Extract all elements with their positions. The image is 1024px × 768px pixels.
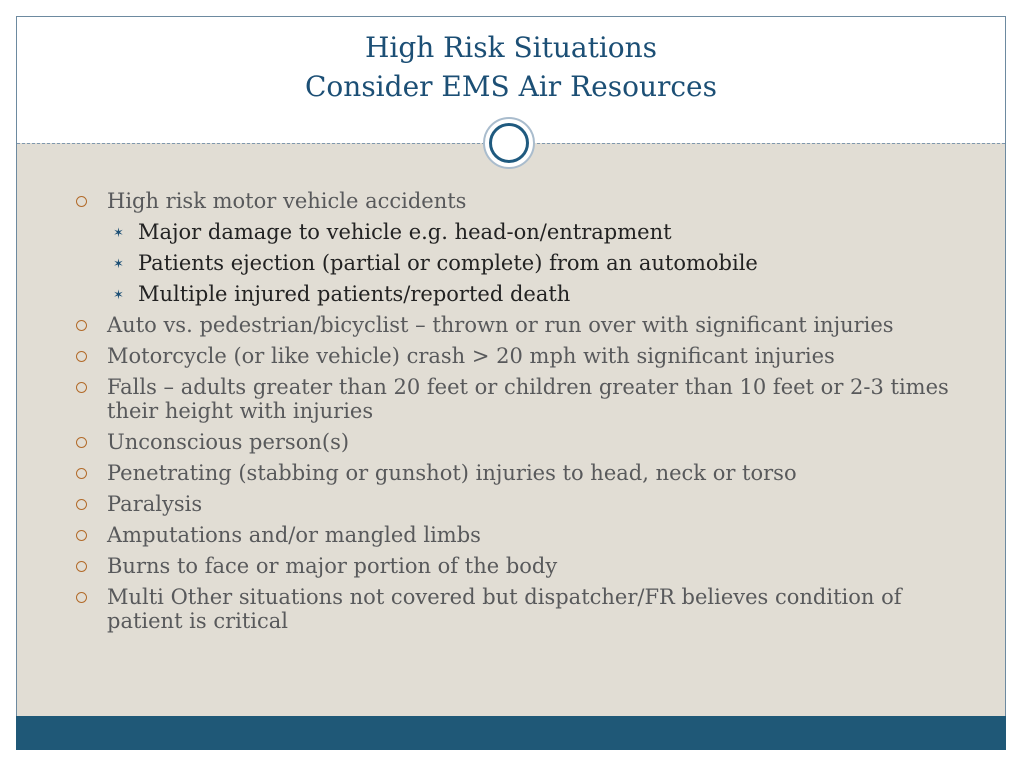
circle-bullet-icon: [76, 437, 87, 448]
list-item: [73, 344, 973, 368]
list-item-text: Paralysis: [107, 492, 203, 516]
footer-bar: [16, 716, 1006, 750]
circle-bullet-icon: [76, 530, 87, 541]
list-item: [73, 189, 973, 213]
list-item: [73, 461, 973, 485]
list-item: [73, 523, 973, 547]
list-item-text: Unconscious person(s): [107, 430, 350, 454]
sub-list-item: [73, 282, 973, 306]
list-item-text: Amputations and/or mangled limbs: [107, 523, 481, 547]
content-area: [73, 189, 973, 640]
circle-bullet-icon: [76, 320, 87, 331]
list-item: [73, 492, 973, 516]
list-item-text: Penetrating (stabbing or gunshot) injuries to head, neck or torso: [107, 461, 797, 485]
list-item: [73, 430, 973, 454]
list-item-text: Burns to face or major portion of the body: [107, 554, 558, 578]
sub-list-item: [73, 251, 973, 275]
list-item-text: Auto vs. pedestrian/bicyclist – thrown or run over with significant injuries: [107, 313, 894, 337]
circle-bullet-icon: [76, 499, 87, 510]
slide-title-line-1: High Risk Situations: [364, 31, 658, 64]
star-bullet-icon: ✶: [113, 257, 124, 272]
list-item: [73, 375, 973, 423]
sub-list-item-text: Multiple injured patients/reported death: [138, 282, 571, 306]
circle-ornament-icon: [483, 117, 535, 169]
sub-list-item-text: Major damage to vehicle e.g. head-on/entrapment: [138, 220, 672, 244]
star-bullet-icon: ✶: [113, 226, 124, 241]
sub-list-item: [73, 220, 973, 244]
list-item: [73, 313, 973, 337]
circle-bullet-icon: [76, 468, 87, 479]
circle-bullet-icon: [76, 196, 87, 207]
circle-bullet-icon: [76, 561, 87, 572]
list-item-text: High risk motor vehicle accidents: [107, 189, 467, 213]
list-item-text: Multi Other situations not covered but dispatcher/FR believes condition of patient is critical: [107, 585, 902, 633]
bullet-list: [73, 189, 973, 633]
star-bullet-icon: ✶: [113, 288, 124, 303]
list-item-text: Motorcycle (or like vehicle) crash > 20 mph with significant injuries: [107, 344, 835, 368]
circle-bullet-icon: [76, 592, 87, 603]
sub-list-item-text: Patients ejection (partial or complete) from an automobile: [138, 251, 758, 275]
slide: [16, 16, 1006, 750]
list-item: [73, 585, 973, 633]
circle-bullet-icon: [76, 351, 87, 362]
list-item-text: Falls – adults greater than 20 feet or children greater than 10 feet or 2-3 times their height with injuries: [107, 375, 949, 423]
slide-title-line-2: Consider EMS Air Resources: [305, 70, 717, 103]
list-item: [73, 554, 973, 578]
circle-bullet-icon: [76, 382, 87, 393]
